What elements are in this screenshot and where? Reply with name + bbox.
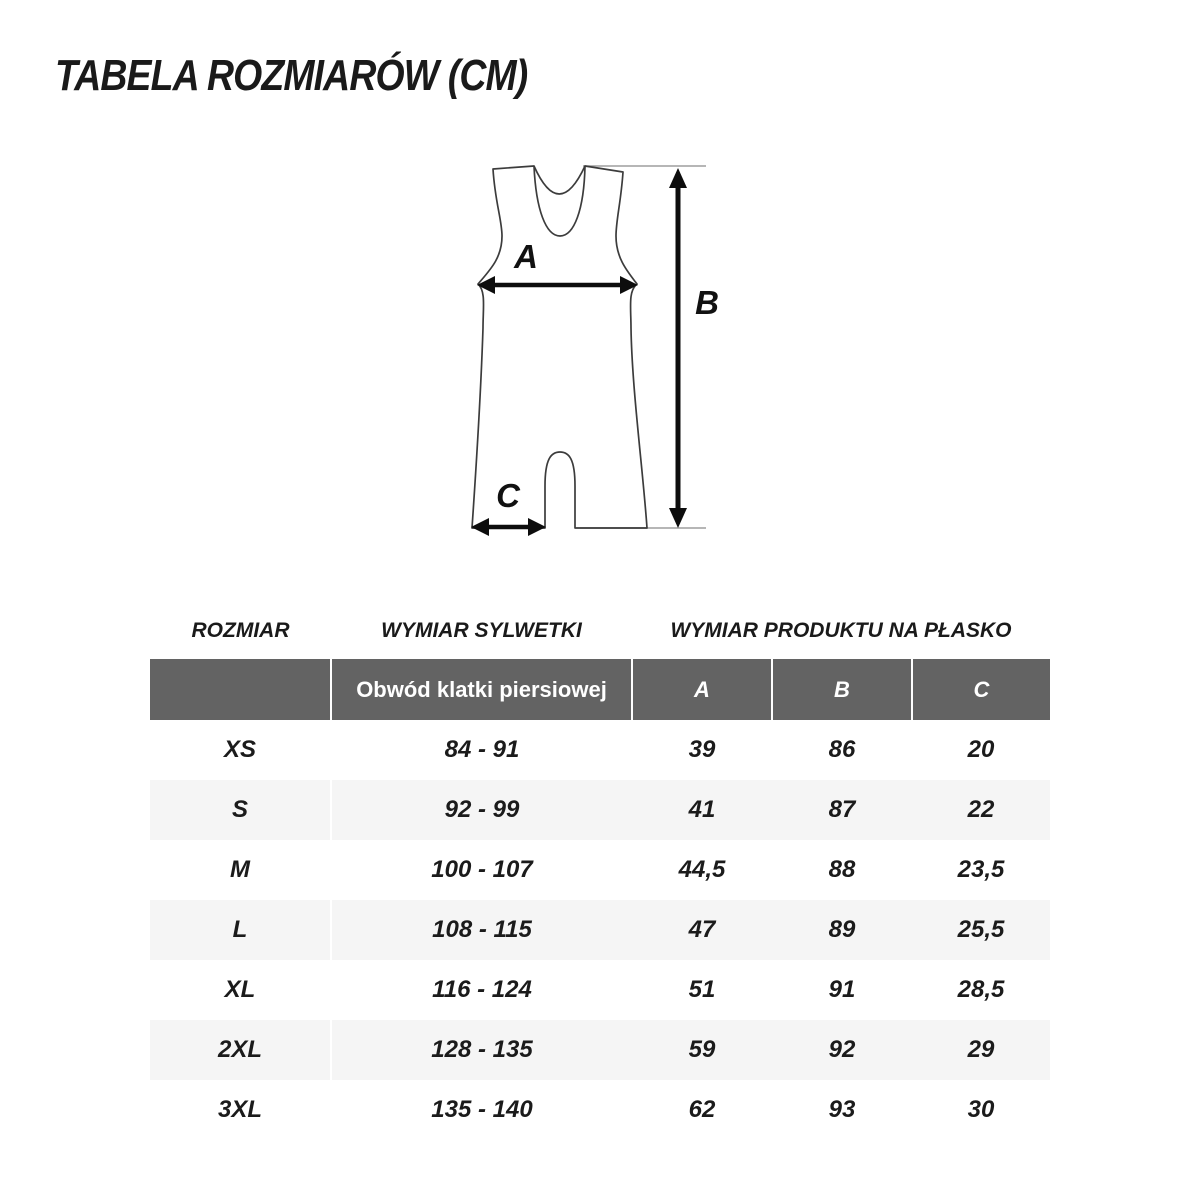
cell-c: 29: [967, 1036, 995, 1063]
dim-label-b: B: [695, 284, 719, 321]
cell-size: 3XL: [150, 1080, 331, 1140]
header-cell-c: C: [912, 659, 1050, 720]
cell-a: 51: [688, 976, 716, 1003]
measure-arrow-a: [477, 276, 638, 294]
cell-b: 88: [828, 856, 856, 883]
cell-c: 25,5: [957, 916, 1005, 943]
cell-b: 87: [828, 796, 856, 823]
table-row-xl: [150, 960, 1050, 1020]
back-neckline: [534, 166, 585, 194]
cell-c: 22: [967, 796, 995, 823]
cell-chest: 92 - 99: [444, 796, 520, 823]
size-table: [150, 659, 1050, 1140]
cell-b: 91: [828, 976, 856, 1003]
cell-a: 47: [688, 916, 716, 943]
table-row-s: [150, 780, 1050, 840]
cell-chest: 84 - 91: [444, 736, 520, 763]
cell-size: XL: [150, 960, 331, 1020]
group-header-sylwetki: WYMIAR SYLWETKI: [381, 619, 582, 642]
cell-a: 39: [688, 736, 716, 763]
cell-chest: 108 - 115: [432, 916, 532, 943]
group-header-row: [150, 610, 1050, 648]
cell-chest: 128 - 135: [431, 1036, 533, 1063]
cell-size: S: [150, 780, 331, 840]
header-cell-empty: [150, 659, 331, 720]
header-cell-b: B: [772, 659, 912, 720]
cell-b: 89: [828, 916, 856, 943]
measure-arrow-c: [471, 518, 546, 536]
cell-a: 62: [688, 1096, 716, 1123]
size-diagram: [430, 140, 750, 560]
table-header-row: [150, 659, 1050, 720]
cell-c: 30: [967, 1096, 995, 1123]
measure-arrow-b: [669, 168, 687, 528]
cell-a: 44,5: [678, 856, 726, 883]
header-cell-a: A: [632, 659, 772, 720]
cell-a: 59: [688, 1036, 716, 1063]
group-header-produkt: WYMIAR PRODUKTU NA PŁASKO: [670, 619, 1012, 642]
singlet-diagram-svg: [430, 140, 750, 560]
cell-c: 20: [967, 736, 995, 763]
page-title: TABELA ROZMIARÓW (CM): [55, 51, 528, 100]
cell-c: 28,5: [957, 976, 1005, 1003]
cell-c: 23,5: [957, 856, 1005, 883]
cell-chest: 116 - 124: [432, 976, 532, 1003]
group-header-rozmiar: ROZMIAR: [191, 619, 290, 642]
dim-label-a: A: [514, 238, 538, 275]
singlet-outline: [472, 166, 647, 528]
cell-chest: 100 - 107: [431, 856, 533, 883]
header-cell-chest: Obwód klatki piersiowej: [331, 659, 632, 720]
table-row-2xl: [150, 1020, 1050, 1080]
table-row-3xl: [150, 1080, 1050, 1140]
cell-size: 2XL: [150, 1020, 331, 1080]
table-row-l: [150, 900, 1050, 960]
cell-b: 93: [828, 1096, 856, 1123]
cell-chest: 135 - 140: [431, 1096, 533, 1123]
table-row-xs: [150, 720, 1050, 780]
cell-b: 86: [828, 736, 856, 763]
cell-size: L: [150, 900, 331, 960]
cell-size: M: [150, 840, 331, 900]
dim-label-c: C: [496, 477, 520, 514]
table-row-m: [150, 840, 1050, 900]
cell-size: XS: [150, 720, 331, 780]
cell-b: 92: [828, 1036, 856, 1063]
cell-a: 41: [688, 796, 716, 823]
